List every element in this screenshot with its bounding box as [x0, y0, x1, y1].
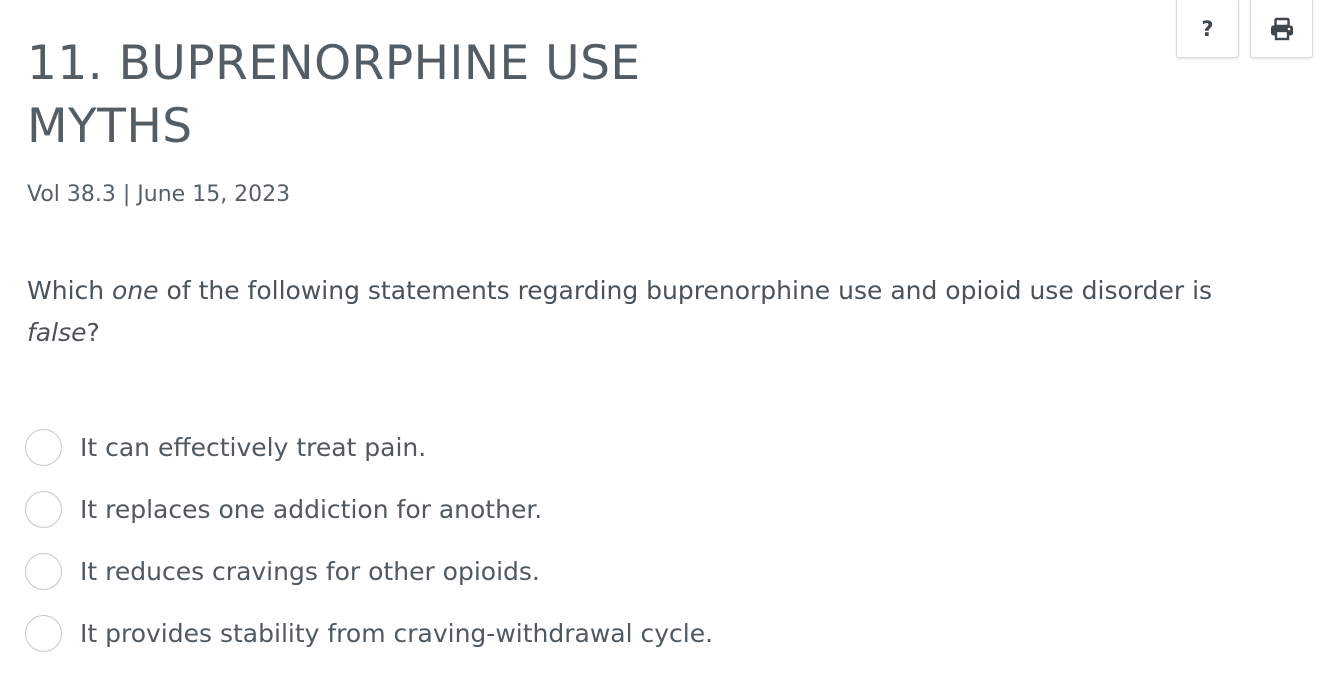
answer-option[interactable] [25, 540, 713, 602]
question-text [27, 270, 1287, 354]
question-emphasis-one: one [112, 276, 159, 305]
answer-option-label[interactable]: It reduces cravings for other opioids. [80, 556, 540, 586]
page-title: 11. BUPRENORPHINE USE MYTHS [27, 36, 641, 154]
question-emphasis-false: false [27, 318, 87, 347]
answer-option-label[interactable]: It replaces one addiction for another. [80, 494, 543, 524]
answer-option[interactable] [25, 602, 713, 664]
answer-option-label[interactable]: It can effectively treat pain. [80, 432, 427, 462]
radio-button[interactable] [25, 429, 62, 466]
radio-button[interactable] [25, 491, 62, 528]
answer-option[interactable] [25, 416, 713, 478]
question-text-start: Which [27, 276, 113, 305]
radio-button[interactable] [25, 553, 62, 590]
answer-options [25, 416, 713, 664]
radio-button[interactable] [25, 615, 62, 652]
toolbar [1176, 0, 1313, 58]
answer-option-label[interactable]: It provides stability from craving-withdrawal cycle. [80, 618, 714, 648]
printer-icon [1269, 17, 1295, 41]
help-button[interactable] [1176, 0, 1239, 58]
issue-info: Vol 38.3 | June 15, 2023 [27, 182, 291, 207]
question-mark-icon: ? [1201, 17, 1214, 41]
question-text-middle: of the following statements regarding buprenorphine use and opioid use disorder is [158, 276, 1213, 305]
answer-option[interactable] [25, 478, 713, 540]
question-text-end: ? [86, 318, 100, 347]
print-button[interactable] [1250, 0, 1313, 58]
